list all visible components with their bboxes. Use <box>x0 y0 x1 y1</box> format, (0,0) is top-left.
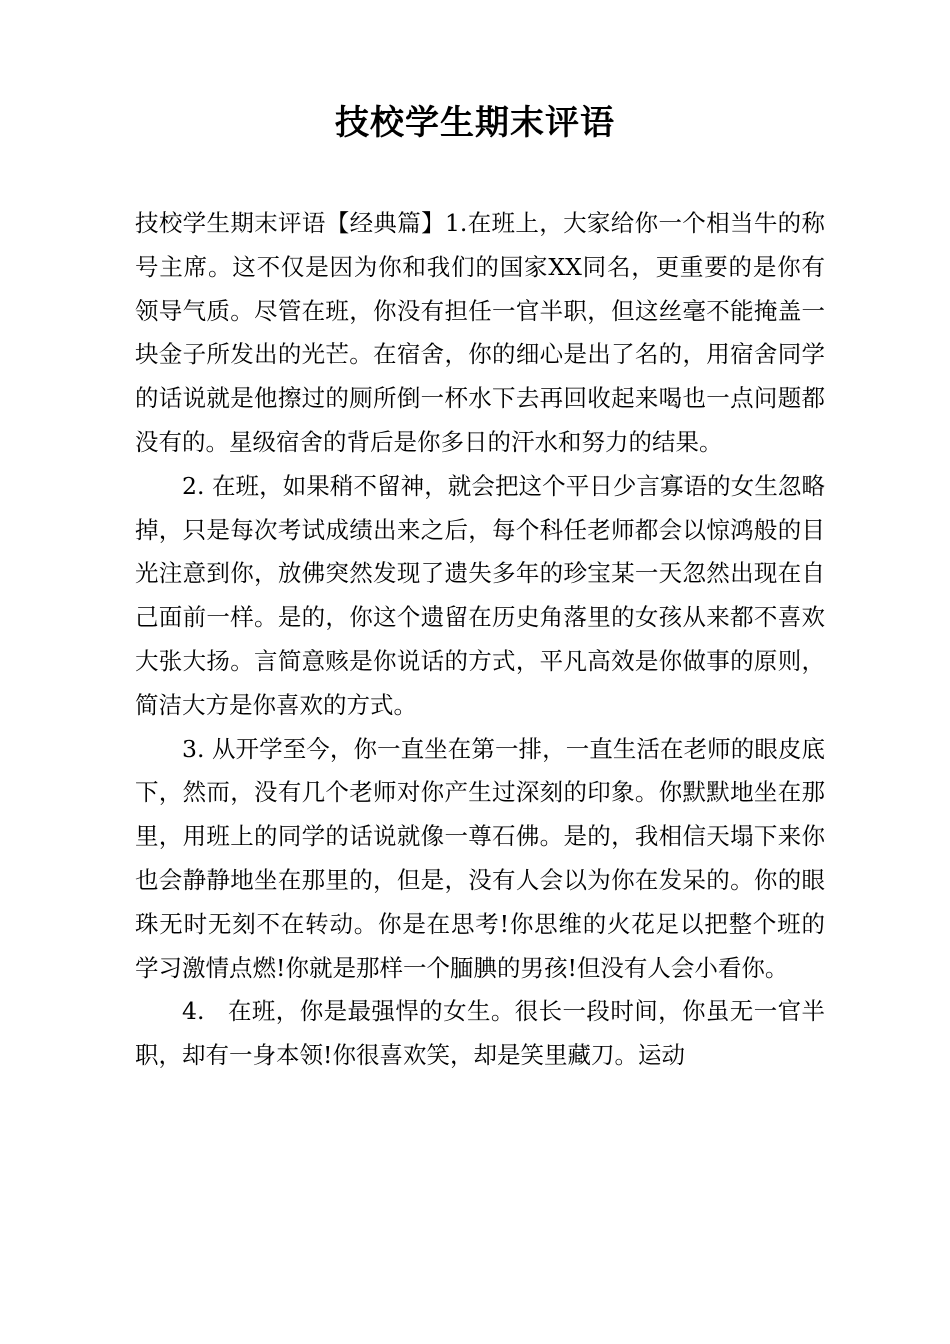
document-body <box>135 202 825 1078</box>
document-title: 技校学生期末评语 <box>335 103 615 143</box>
paragraph-4: 4. 在班，你是最强悍的女生。很长一段时间，你虽无一官半职，却有一身本领!你很喜欢笑，却是笑里藏刀。运动 <box>135 997 825 1070</box>
paragraph-1: 技校学生期末评语【经典篇】1.在班上，大家给你一个相当牛的称号主席。这不仅是因为你和我们的国家XX同名，更重要的是你有领导气质。尽管在班，你没有担任一官半职，但这丝毫不能掩盖一块金子所发出的光芒。在宿舍，你的细心是出了名的，用宿舍同学的话说就是他擦过的厕所倒一杯水下去再回收起来喝也一点问题都没有的。星级宿舍的背后是你多日的汗水和努力的结果。 <box>135 209 825 456</box>
paragraph-3: 3. 从开学至今，你一直坐在第一排，一直生活在老师的眼皮底下，然而，没有几个老师对你产生过深刻的印象。你默默地坐在那里，用班上的同学的话说就像一尊石佛。是的，我相信天塌下来你也会静静地坐在那里的，但是，没有人会以为你在发呆的。你的眼珠无时无刻不在转动。你是在思考!你思维的火花足以把整个班的学习激情点燃!你就是那样一个腼腆的男孩!但没有人会小看你。 <box>135 734 825 982</box>
paragraph-2: 2. 在班，如果稍不留神，就会把这个平日少言寡语的女生忽略掉，只是每次考试成绩出来之后，每个科任老师都会以惊鸿般的目光注意到你，放佛突然发现了遗失多年的珍宝某一天忽然出现在自己面前一样。是的，你这个遗留在历史角落里的女孩从来都不喜欢大张大扬。言简意赅是你说话的方式，平凡高效是你做事的原则，简洁大方是你喜欢的方式。 <box>135 471 825 719</box>
